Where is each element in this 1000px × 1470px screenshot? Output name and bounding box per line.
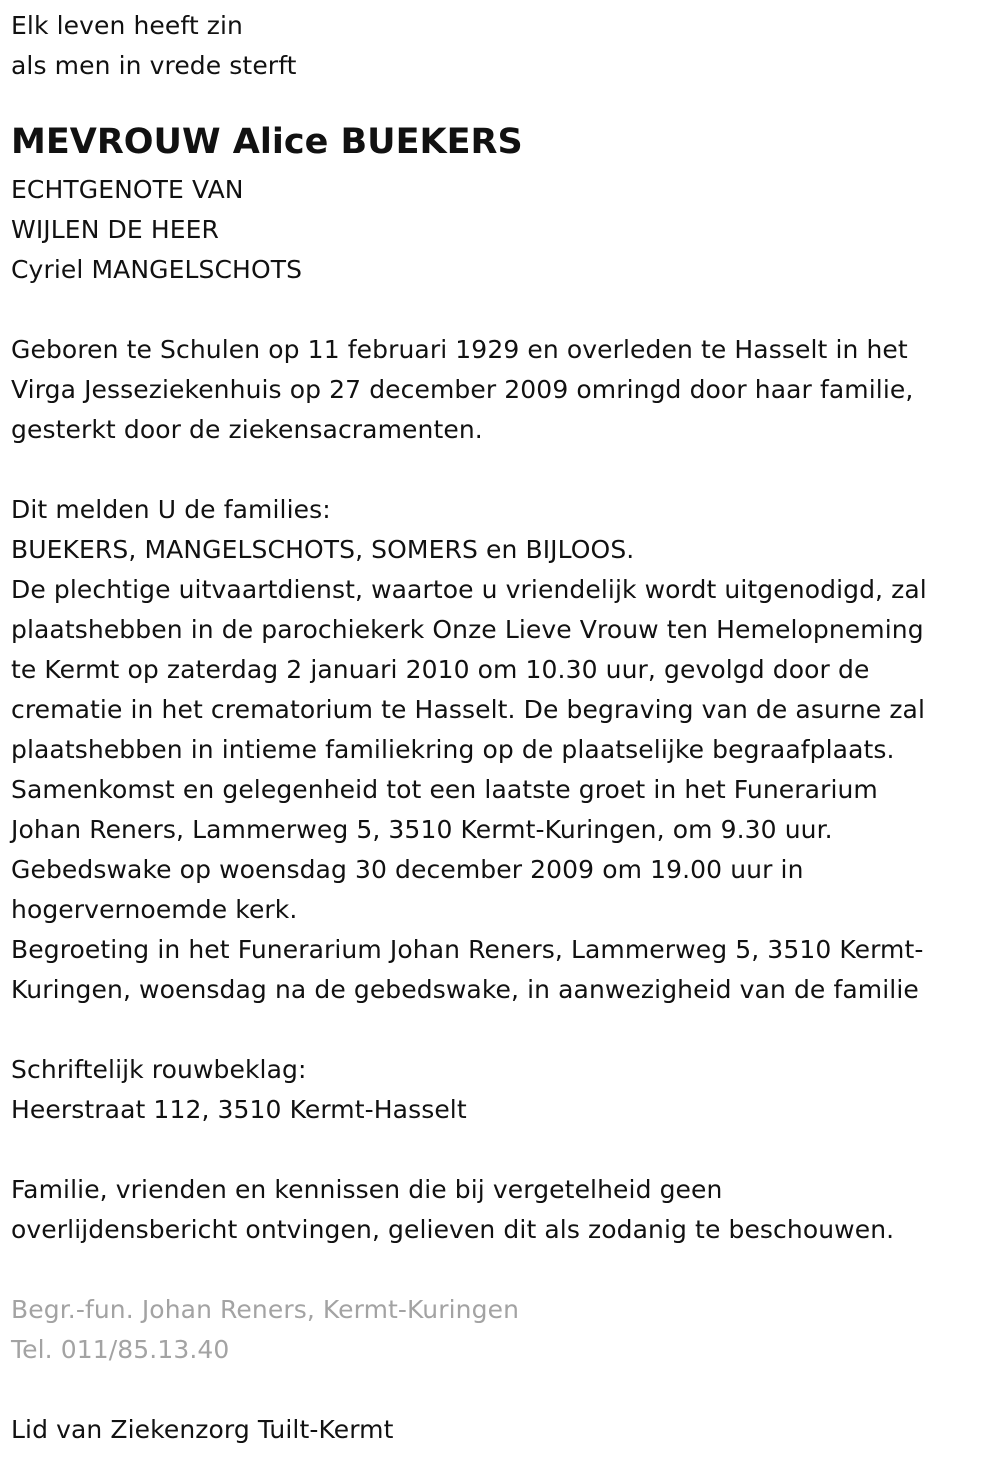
motto-line: als men in vrede sterft (11, 51, 297, 80)
paragraph-line: Schriftelijk rouwbeklag: (11, 1055, 307, 1084)
paragraph-line: plaatshebben in intieme familiekring op de plaatselijke begraafplaats. (11, 735, 895, 764)
paragraph-line: Familie, vrienden en kennissen die bij vergetelheid geen (11, 1175, 723, 1204)
spouse-block (11, 170, 986, 290)
spacer (11, 450, 986, 490)
paragraph-line: Dit melden U de families: (11, 495, 331, 524)
paragraph-line: Johan Reners, Lammerweg 5, 3510 Kermt-Kuringen, om 9.30 uur. (11, 815, 833, 844)
paragraph-line: BUEKERS, MANGELSCHOTS, SOMERS en BIJLOOS. (11, 535, 635, 564)
paragraph-line: crematie in het crematorium te Hasselt. De begraving van de asurne zal (11, 695, 926, 724)
motto-line: Elk leven heeft zin (11, 11, 243, 40)
paragraph-line: plaatshebben in de parochiekerk Onze Lieve Vrouw ten Hemelopneming (11, 615, 924, 644)
spacer (11, 290, 986, 330)
paragraph-line: De plechtige uitvaartdienst, waartoe u vriendelijk wordt uitgenodigd, zal (11, 575, 927, 604)
paragraph-line: Samenkomst en gelegenheid tot een laatste groet in het Funerarium (11, 775, 878, 804)
spacer (11, 1130, 986, 1170)
spouse-line: ECHTGENOTE VAN (11, 175, 244, 204)
condolences-address (11, 1050, 986, 1130)
spacer (11, 1010, 986, 1050)
paragraph-line: Geboren te Schulen op 11 februari 1929 en overleden te Hasselt in het (11, 335, 908, 364)
membership-line: Lid van Ziekenzorg Tuilt-Kermt (11, 1415, 394, 1444)
paragraph-line: Kuringen, woensdag na de gebedswake, in aanwezigheid van de familie (11, 975, 919, 1004)
paragraph-line: overlijdensbericht ontvingen, gelieven dit als zodanig te beschouwen. (11, 1215, 895, 1244)
funeral-home-line: Begr.-fun. Johan Reners, Kermt-Kuringen (11, 1295, 520, 1324)
paragraph-line: Gebedswake op woensdag 30 december 2009 om 19.00 uur in (11, 855, 804, 884)
paragraph-line: Heerstraat 112, 3510 Kermt-Hasselt (11, 1095, 467, 1124)
deceased-name: MEVROUW Alice BUEKERS (11, 122, 523, 162)
funeral-home-info (11, 1290, 986, 1370)
paragraph-line: gesterkt door de ziekensacramenten. (11, 415, 483, 444)
paragraph-line: hogervernoemde kerk. (11, 895, 298, 924)
birth-death-paragraph (11, 330, 986, 450)
motto (11, 6, 986, 86)
notice-paragraph (11, 1170, 986, 1250)
paragraph-line: te Kermt op zaterdag 2 januari 2010 om 10.30 uur, gevolgd door de (11, 655, 870, 684)
spouse-line: Cyriel MANGELSCHOTS (11, 255, 303, 284)
announcement-paragraph (11, 490, 986, 1010)
spacer (11, 1250, 986, 1290)
funeral-home-phone: Tel. 011/85.13.40 (11, 1335, 230, 1364)
spouse-line: WIJLEN DE HEER (11, 215, 219, 244)
paragraph-line: Begroeting in het Funerarium Johan Reners, Lammerweg 5, 3510 Kermt- (11, 935, 924, 964)
spacer (11, 1370, 986, 1410)
obituary-notice (11, 6, 986, 1450)
paragraph-line: Virga Jesseziekenhuis op 27 december 2009 omringd door haar familie, (11, 375, 914, 404)
